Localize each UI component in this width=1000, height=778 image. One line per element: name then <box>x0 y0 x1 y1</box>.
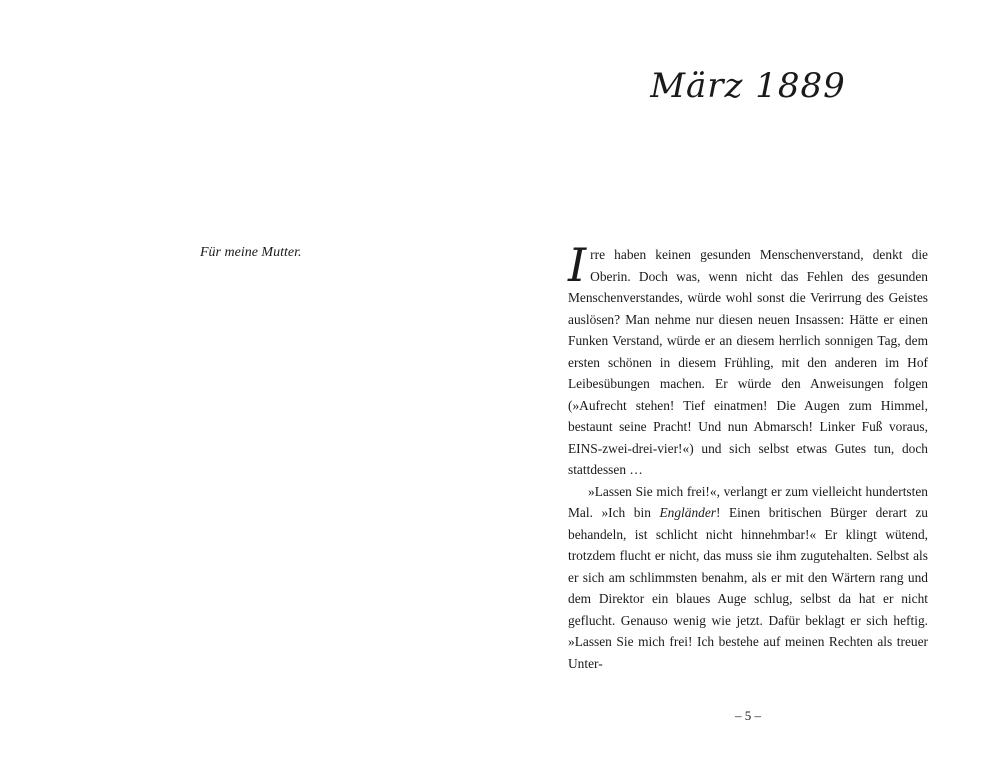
page-number: – 5 – <box>735 708 761 723</box>
paragraph-2-start: »Lassen Sie mich frei!«, verlangt er zum vielleicht hundertsten Mal. »Ich bin <box>568 483 928 520</box>
paragraph-1 <box>568 238 928 481</box>
dedication: Für meine Mutter. <box>200 245 302 260</box>
chapter-body <box>568 238 928 674</box>
paragraph-2-rest: ! Einen britischen Bürger derart zu behandeln, ist schlicht nicht hinnehmbar!« Er klingt wütend, trotzdem flucht er nicht, das muss sie ihm zugutehalten. Selbst als er sich am schlimmsten benahm, als er mit den Wärtern rang und dem Direktor ein blaues Auge schlug, selbst da hat er nicht geflucht. Genauso wenig wie jetzt. Dafür beklagt er sich heftig. »Lassen Sie mich frei! Ich bestehe auf meinen Rechten als treuer Unter- <box>568 505 928 671</box>
paragraph-2-emphasis: Engländer <box>659 505 716 520</box>
chapter-title: März 1889 <box>650 66 846 106</box>
paragraph-1-text: rre haben keinen gesunden Menschenverstand, denkt die Oberin. Doch was, wenn nicht das Fehlen des gesunden Menschenverstandes, würde wohl sonst die Verirrung des Geistes auslösen? Man nehme nur diesen neuen Insassen: Hätte er einen Funken Verstand, würde er an diesem herrlich sonnigen Tag, dem ersten schönen in diesem Frühling, mit den anderen im Hof Leibesübungen machen. Er würde den Anweisungen folgen (»Aufrecht stehen! Tief einatmen! Die Augen zum Himmel, bestaunt seine Pracht! Und nun Abmarsch! Linker Fuß voraus, EINS-zwei-drei-vier!«) und sich selbst etwas Gutes tun, doch stattdessen … <box>568 247 928 477</box>
paragraph-2 <box>568 481 928 675</box>
drop-cap: I <box>568 238 587 292</box>
